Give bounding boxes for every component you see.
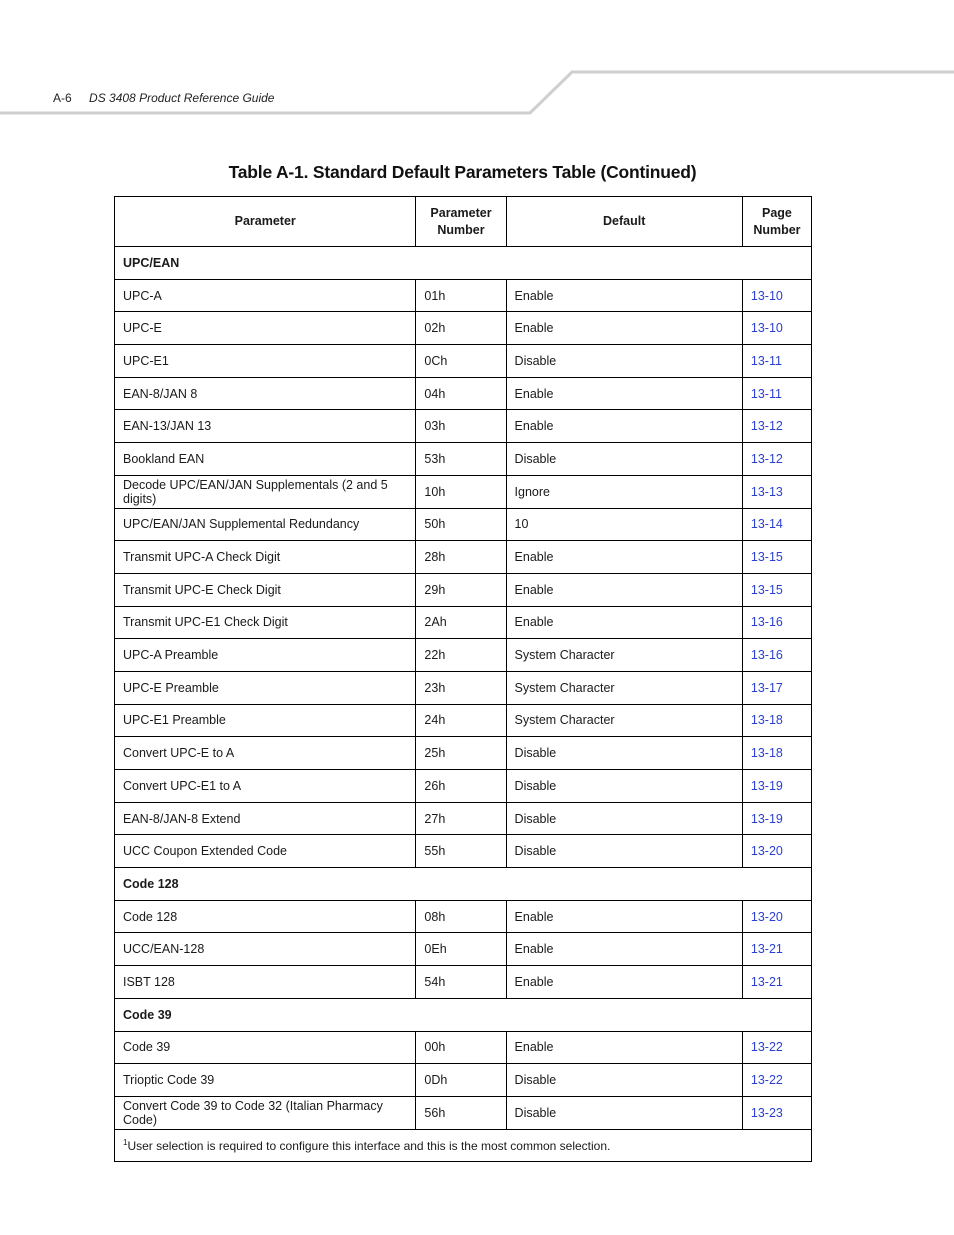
- cell-page-number: [742, 606, 811, 639]
- page-link[interactable]: 13-12: [750, 419, 783, 434]
- cell-default: Disable: [506, 802, 742, 835]
- page-link[interactable]: 13-16: [750, 648, 783, 663]
- page-link[interactable]: 13-20: [750, 844, 783, 859]
- cell-parameter: Transmit UPC-E Check Digit: [115, 573, 416, 606]
- cell-parameter-number: 23h: [416, 671, 506, 704]
- table-row: [115, 377, 812, 410]
- cell-page-number: [742, 1031, 811, 1064]
- cell-parameter: UCC/EAN-128: [115, 933, 416, 966]
- cell-page-number: [742, 1096, 811, 1129]
- cell-parameter: UPC-E Preamble: [115, 671, 416, 704]
- cell-parameter-number: 27h: [416, 802, 506, 835]
- cell-default: Enable: [506, 966, 742, 999]
- cell-parameter-number: 26h: [416, 770, 506, 803]
- cell-page-number: [742, 345, 811, 378]
- cell-default: System Character: [506, 671, 742, 704]
- cell-page-number: [742, 704, 811, 737]
- cell-default: Enable: [506, 606, 742, 639]
- cell-page-number: [742, 737, 811, 770]
- section-title: Code 128: [115, 868, 812, 901]
- cell-parameter: Transmit UPC-E1 Check Digit: [115, 606, 416, 639]
- table-header-row: [115, 197, 812, 247]
- page-link[interactable]: 13-19: [750, 778, 783, 793]
- table-row: [115, 1064, 812, 1097]
- cell-parameter-number: 0Ch: [416, 345, 506, 378]
- section-row: [115, 868, 812, 901]
- cell-page-number: [742, 541, 811, 574]
- cell-parameter-number: 0Dh: [416, 1064, 506, 1097]
- cell-default: Enable: [506, 410, 742, 443]
- cell-page-number: [742, 835, 811, 868]
- cell-page-number: [742, 900, 811, 933]
- cell-page-number: [742, 933, 811, 966]
- cell-page-number: [742, 279, 811, 312]
- cell-parameter: UPC-E1: [115, 345, 416, 378]
- page-link[interactable]: 13-13: [750, 484, 783, 499]
- page-link[interactable]: 13-10: [750, 288, 783, 303]
- cell-parameter: UPC-E1 Preamble: [115, 704, 416, 737]
- table-row: [115, 704, 812, 737]
- cell-page-number: [742, 508, 811, 541]
- parameters-table: [114, 196, 812, 1162]
- column-header-parameter-number: [416, 197, 506, 247]
- table-row: [115, 410, 812, 443]
- page-link[interactable]: 13-10: [750, 321, 783, 336]
- cell-parameter-number: 24h: [416, 704, 506, 737]
- section-title: UPC/EAN: [115, 247, 812, 280]
- cell-parameter: EAN-8/JAN-8 Extend: [115, 802, 416, 835]
- cell-parameter: EAN-13/JAN 13: [115, 410, 416, 443]
- cell-parameter: Bookland EAN: [115, 443, 416, 476]
- footnote-text: User selection is required to configure this interface and this is the most common selection.: [127, 1138, 611, 1153]
- cell-default: System Character: [506, 704, 742, 737]
- cell-parameter-number: 55h: [416, 835, 506, 868]
- page-header: [53, 91, 274, 105]
- table-row: [115, 508, 812, 541]
- cell-default: Disable: [506, 1096, 742, 1129]
- cell-parameter-number: 28h: [416, 541, 506, 574]
- cell-parameter-number: 08h: [416, 900, 506, 933]
- column-header-parameter-number-line2: Number: [437, 222, 485, 237]
- page-link[interactable]: 13-22: [750, 1073, 783, 1088]
- table-row: [115, 639, 812, 672]
- table-row: [115, 279, 812, 312]
- page-link[interactable]: 13-20: [750, 909, 783, 924]
- page-link[interactable]: 13-11: [750, 386, 782, 401]
- page-link[interactable]: 13-22: [750, 1040, 783, 1055]
- cell-page-number: [742, 410, 811, 443]
- cell-parameter-number: 53h: [416, 443, 506, 476]
- table-row: [115, 671, 812, 704]
- column-header-page-number: [742, 197, 811, 247]
- cell-default: Disable: [506, 770, 742, 803]
- section-row: [115, 247, 812, 280]
- table-row: [115, 312, 812, 345]
- cell-default: Disable: [506, 345, 742, 378]
- column-header-page-number-line1: Page: [761, 205, 792, 220]
- footnote: [115, 1129, 812, 1162]
- cell-page-number: [742, 573, 811, 606]
- section-row: [115, 998, 812, 1031]
- table-row: [115, 1031, 812, 1064]
- cell-page-number: [742, 802, 811, 835]
- cell-parameter-number: 10h: [416, 475, 506, 508]
- cell-parameter: UPC-E: [115, 312, 416, 345]
- column-header-parameter: Parameter: [115, 197, 416, 247]
- cell-parameter-number: 04h: [416, 377, 506, 410]
- table-row: [115, 475, 812, 508]
- cell-page-number: [742, 770, 811, 803]
- cell-parameter-number: 2Ah: [416, 606, 506, 639]
- cell-parameter: Code 39: [115, 1031, 416, 1064]
- table-row: [115, 933, 812, 966]
- cell-parameter: EAN-8/JAN 8: [115, 377, 416, 410]
- guide-title: DS 3408 Product Reference Guide: [89, 91, 275, 105]
- table-row: [115, 573, 812, 606]
- page-link[interactable]: 13-21: [750, 942, 783, 957]
- cell-parameter: UCC Coupon Extended Code: [115, 835, 416, 868]
- cell-default: System Character: [506, 639, 742, 672]
- cell-parameter-number: 02h: [416, 312, 506, 345]
- cell-default: Enable: [506, 900, 742, 933]
- page-link[interactable]: 13-23: [750, 1105, 783, 1120]
- page-number: A-6: [53, 91, 72, 105]
- table-row: [115, 966, 812, 999]
- page-link[interactable]: 13-11: [750, 353, 782, 368]
- cell-default: Disable: [506, 835, 742, 868]
- cell-default: Enable: [506, 1031, 742, 1064]
- page-link[interactable]: 13-12: [750, 451, 783, 466]
- table-row: [115, 443, 812, 476]
- cell-default: Enable: [506, 312, 742, 345]
- cell-parameter: Code 128: [115, 900, 416, 933]
- table-row: [115, 345, 812, 378]
- table-body: [115, 247, 812, 1130]
- cell-parameter: Convert Code 39 to Code 32 (Italian Pharmacy Code): [115, 1096, 416, 1129]
- cell-parameter: Convert UPC-E1 to A: [115, 770, 416, 803]
- section-title: Code 39: [115, 998, 812, 1031]
- cell-default: Enable: [506, 279, 742, 312]
- page-link[interactable]: 13-21: [750, 974, 783, 989]
- cell-default: Ignore: [506, 475, 742, 508]
- cell-page-number: [742, 966, 811, 999]
- table-row: [115, 770, 812, 803]
- cell-parameter-number: 56h: [416, 1096, 506, 1129]
- cell-default: Enable: [506, 933, 742, 966]
- table-row: [115, 835, 812, 868]
- table-row: [115, 606, 812, 639]
- cell-default: Disable: [506, 443, 742, 476]
- page-link[interactable]: 13-18: [750, 746, 783, 761]
- table-row: [115, 900, 812, 933]
- footnote-marker: 1: [123, 1137, 128, 1147]
- column-header-default: Default: [506, 197, 742, 247]
- cell-default: Disable: [506, 737, 742, 770]
- cell-page-number: [742, 312, 811, 345]
- cell-parameter: Transmit UPC-A Check Digit: [115, 541, 416, 574]
- table-row: [115, 1096, 812, 1129]
- cell-page-number: [742, 1064, 811, 1097]
- cell-parameter: UPC/EAN/JAN Supplemental Redundancy: [115, 508, 416, 541]
- cell-parameter-number: 03h: [416, 410, 506, 443]
- page-link[interactable]: 13-15: [750, 550, 783, 565]
- table-title: Table A-1. Standard Default Parameters Table (Continued): [228, 162, 697, 182]
- cell-parameter-number: 22h: [416, 639, 506, 672]
- cell-parameter-number: 0Eh: [416, 933, 506, 966]
- table-row: [115, 802, 812, 835]
- table-row: [115, 737, 812, 770]
- cell-default: Disable: [506, 1064, 742, 1097]
- cell-parameter-number: 54h: [416, 966, 506, 999]
- column-header-parameter-number-line1: Parameter: [430, 205, 492, 220]
- cell-parameter-number: 00h: [416, 1031, 506, 1064]
- cell-default: Enable: [506, 573, 742, 606]
- page-link[interactable]: 13-14: [750, 517, 783, 532]
- column-header-page-number-line2: Number: [753, 222, 801, 237]
- cell-default: Enable: [506, 377, 742, 410]
- footnote-row: [115, 1129, 812, 1162]
- cell-page-number: [742, 377, 811, 410]
- cell-parameter-number: 01h: [416, 279, 506, 312]
- cell-parameter: Decode UPC/EAN/JAN Supplementals (2 and 5 digits): [115, 475, 416, 508]
- cell-parameter-number: 50h: [416, 508, 506, 541]
- table-row: [115, 541, 812, 574]
- page-link[interactable]: 13-17: [750, 680, 783, 695]
- page-link[interactable]: 13-15: [750, 582, 783, 597]
- cell-parameter: UPC-A: [115, 279, 416, 312]
- cell-parameter-number: 25h: [416, 737, 506, 770]
- cell-default: 10: [506, 508, 742, 541]
- page-link[interactable]: 13-19: [750, 811, 783, 826]
- cell-parameter-number: 29h: [416, 573, 506, 606]
- cell-page-number: [742, 475, 811, 508]
- page-link[interactable]: 13-18: [750, 713, 783, 728]
- cell-parameter: Trioptic Code 39: [115, 1064, 416, 1097]
- cell-parameter: UPC-A Preamble: [115, 639, 416, 672]
- cell-page-number: [742, 639, 811, 672]
- cell-page-number: [742, 671, 811, 704]
- cell-default: Enable: [506, 541, 742, 574]
- page-link[interactable]: 13-16: [750, 615, 783, 630]
- cell-parameter: Convert UPC-E to A: [115, 737, 416, 770]
- cell-page-number: [742, 443, 811, 476]
- cell-parameter: ISBT 128: [115, 966, 416, 999]
